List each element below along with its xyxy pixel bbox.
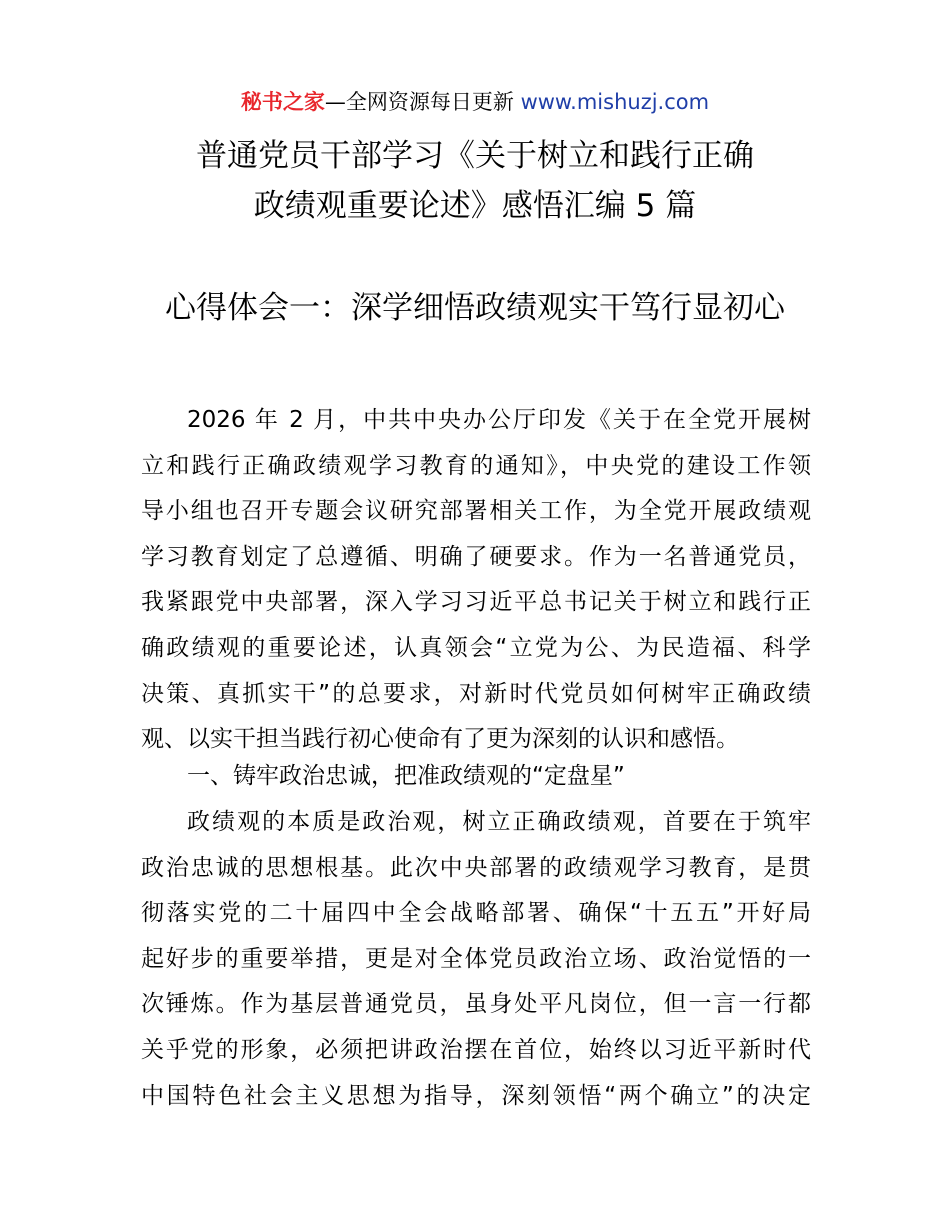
paragraph-line: 导小组也召开专题会议研究部署相关工作，为全党开展政绩观 bbox=[141, 498, 811, 525]
site-header bbox=[0, 88, 950, 116]
site-brand: 秘书之家 bbox=[240, 90, 325, 114]
document-title-line: 政绩观重要论述》感悟汇编 5 篇 bbox=[253, 188, 697, 224]
site-url[interactable]: www.mishuzj.com bbox=[520, 90, 710, 114]
paragraph-line: 学习教育划定了总遵循、明确了硬要求。作为一名普通党员， bbox=[141, 543, 811, 570]
paragraph-2 bbox=[141, 800, 811, 1119]
paragraph-line: 彻落实党的二十届四中全会战略部署、确保“十五五”开好局 bbox=[141, 900, 811, 927]
paragraph-line: 关乎党的形象，必须把讲政治摆在首位，始终以习近平新时代 bbox=[141, 1036, 811, 1063]
paragraph-line: 政治忠诚的思想根基。此次中央部署的政绩观学习教育，是贯 bbox=[141, 854, 811, 881]
paragraph-line: 观、以实干担当践行初心使命有了更为深刻的认识和感悟。 bbox=[141, 726, 739, 753]
paragraph-1 bbox=[141, 398, 811, 763]
paragraph-line: 起好步的重要举措，更是对全体党员政治立场、政治觉悟的一 bbox=[141, 945, 811, 972]
paragraph-line: 政绩观的本质是政治观，树立正确政绩观，首要在于筑牢 bbox=[187, 809, 811, 835]
paragraph-line: 中国特色社会主义思想为指导，深刻领悟“两个确立”的决定 bbox=[141, 1082, 811, 1109]
paragraph-line: 2026 年 2 月，中共中央办公厅印发《关于在全党开展树 bbox=[187, 407, 811, 433]
document-title bbox=[0, 131, 950, 231]
subheading-1: 一、铸牢政治忠诚，把准政绩观的“定盘星” bbox=[187, 763, 625, 789]
section-title: 心得体会一：深学细悟政绩观实干笃行显初心 bbox=[165, 290, 785, 326]
site-slogan: —全网资源每日更新 bbox=[324, 90, 521, 114]
paragraph-line: 次锤炼。作为基层普通党员，虽身处平凡岗位，但一言一行都 bbox=[141, 991, 811, 1018]
paragraph-line: 我紧跟党中央部署，深入学习习近平总书记关于树立和践行正 bbox=[141, 589, 811, 616]
paragraph-line: 确政绩观的重要论述，认真领会“立党为公、为民造福、科学 bbox=[141, 634, 811, 661]
document-title-line: 普通党员干部学习《关于树立和践行正确 bbox=[196, 138, 754, 174]
paragraph-line: 立和践行正确政绩观学习教育的通知》，中央党的建设工作领 bbox=[141, 452, 811, 479]
paragraph-line: 决策、真抓实干”的总要求，对新时代党员如何树牢正确政绩 bbox=[141, 680, 811, 707]
